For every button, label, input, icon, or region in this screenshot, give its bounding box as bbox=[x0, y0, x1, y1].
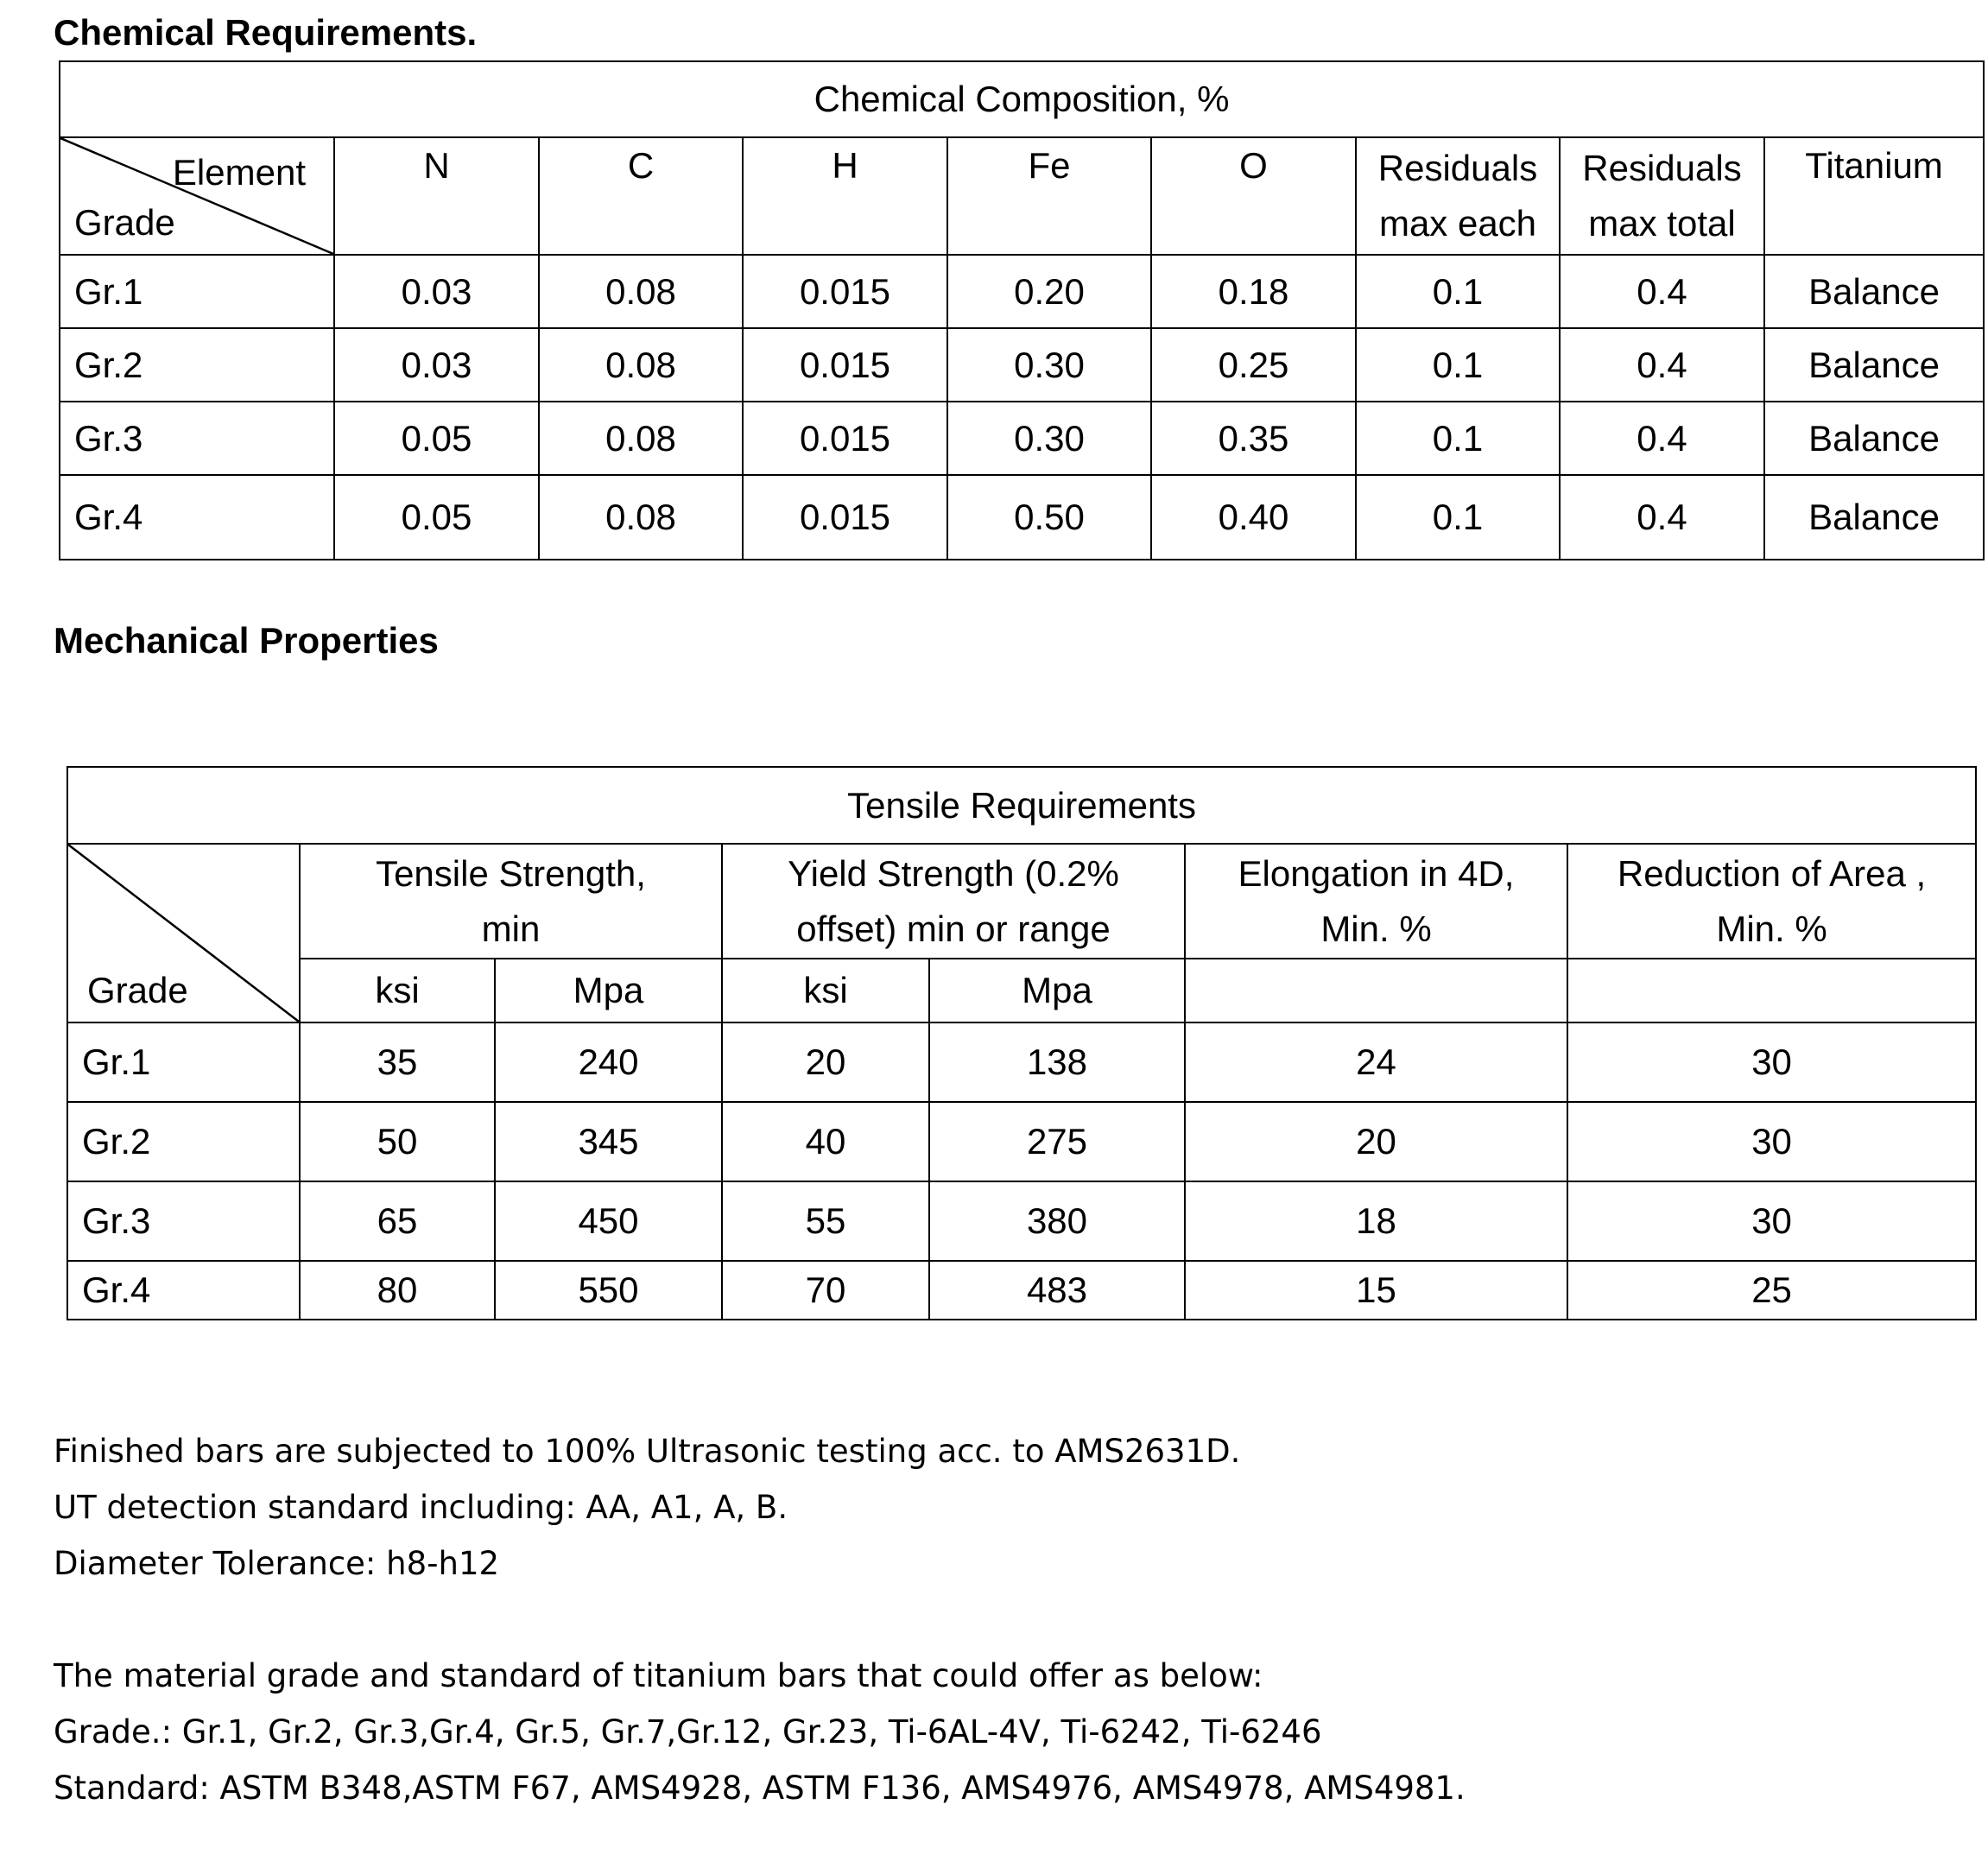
value-cell: 0.05 bbox=[334, 402, 539, 475]
value-cell: 0.015 bbox=[743, 328, 947, 402]
ultrasonic-testing-note: Finished bars are subjected to 100% Ultrasonic testing acc. to AMS2631D. bbox=[54, 1433, 1241, 1470]
column-header-c: C bbox=[539, 137, 743, 255]
value-cell: 138 bbox=[929, 1022, 1185, 1102]
grade-cell: Gr.3 bbox=[67, 1181, 300, 1261]
value-cell: 0.30 bbox=[947, 402, 1151, 475]
ut-standard-note: UT detection standard including: AA, A1, A, B. bbox=[54, 1489, 788, 1526]
grade-list-note: Grade.: Gr.1, Gr.2, Gr.3,Gr.4, Gr.5, Gr.7,Gr.12, Gr.23, Ti-6AL-4V, Ti-6242, Ti-6246 bbox=[54, 1713, 1322, 1751]
value-cell: 0.50 bbox=[947, 475, 1151, 560]
value-cell: 20 bbox=[722, 1022, 929, 1102]
value-cell: 65 bbox=[300, 1181, 495, 1261]
value-cell: 240 bbox=[495, 1022, 722, 1102]
value-cell: 30 bbox=[1567, 1022, 1976, 1102]
value-cell: Balance bbox=[1764, 255, 1984, 328]
yield-strength-header: Yield Strength (0.2% offset) min or range bbox=[722, 844, 1185, 959]
column-header-h: H bbox=[743, 137, 947, 255]
value-cell: 0.4 bbox=[1560, 255, 1764, 328]
column-header-residuals-total: Residuals max total bbox=[1560, 137, 1764, 255]
value-cell: 0.08 bbox=[539, 475, 743, 560]
value-cell: 80 bbox=[300, 1261, 495, 1320]
grade-cell: Gr.2 bbox=[60, 328, 334, 402]
table-row bbox=[60, 328, 1984, 402]
value-cell: 25 bbox=[1567, 1261, 1976, 1320]
value-cell: Balance bbox=[1764, 402, 1984, 475]
table-row bbox=[67, 1261, 1976, 1320]
value-cell: 0.1 bbox=[1356, 402, 1560, 475]
value-cell: 0.015 bbox=[743, 475, 947, 560]
value-cell: 18 bbox=[1185, 1181, 1567, 1261]
value-cell: 40 bbox=[722, 1102, 929, 1181]
chemical-composition-table bbox=[59, 60, 1985, 560]
unit-header-ksi: ksi bbox=[722, 959, 929, 1022]
element-grade-corner-cell bbox=[60, 137, 334, 255]
grade-label: Grade bbox=[74, 202, 175, 243]
value-cell: 0.35 bbox=[1151, 402, 1356, 475]
tensile-requirements-table bbox=[66, 766, 1977, 1320]
value-cell: 0.1 bbox=[1356, 328, 1560, 402]
value-cell: 24 bbox=[1185, 1022, 1567, 1102]
value-cell: 0.08 bbox=[539, 328, 743, 402]
grade-cell: Gr.1 bbox=[67, 1022, 300, 1102]
table-row bbox=[67, 1102, 1976, 1181]
value-cell: 0.03 bbox=[334, 255, 539, 328]
table-row bbox=[60, 255, 1984, 328]
value-cell: 380 bbox=[929, 1181, 1185, 1261]
column-header-o: O bbox=[1151, 137, 1356, 255]
value-cell: 0.30 bbox=[947, 328, 1151, 402]
table-row bbox=[67, 1022, 1976, 1102]
chemical-table-title: Chemical Composition, % bbox=[60, 61, 1984, 137]
tensile-strength-header: Tensile Strength, min bbox=[300, 844, 722, 959]
table-row bbox=[67, 1181, 1976, 1261]
value-cell: 0.20 bbox=[947, 255, 1151, 328]
column-header-n: N bbox=[334, 137, 539, 255]
offer-intro-note: The material grade and standard of titanium bars that could offer as below: bbox=[54, 1657, 1263, 1694]
chemical-requirements-heading: Chemical Requirements. bbox=[54, 12, 478, 53]
empty-unit-cell bbox=[1185, 959, 1567, 1022]
offer-notes bbox=[54, 1648, 1466, 1816]
value-cell: 450 bbox=[495, 1181, 722, 1261]
value-cell: 70 bbox=[722, 1261, 929, 1320]
value-cell: 55 bbox=[722, 1181, 929, 1261]
grade-corner-cell bbox=[67, 844, 300, 1022]
value-cell: 0.015 bbox=[743, 402, 947, 475]
value-cell: 275 bbox=[929, 1102, 1185, 1181]
grade-cell: Gr.4 bbox=[67, 1261, 300, 1320]
value-cell: 0.08 bbox=[539, 402, 743, 475]
column-header-residuals-each: Residuals max each bbox=[1356, 137, 1560, 255]
value-cell: 483 bbox=[929, 1261, 1185, 1320]
value-cell: 0.4 bbox=[1560, 402, 1764, 475]
grade-cell: Gr.1 bbox=[60, 255, 334, 328]
value-cell: 35 bbox=[300, 1022, 495, 1102]
diameter-tolerance-note: Diameter Tolerance: h8-h12 bbox=[54, 1545, 500, 1582]
table-row bbox=[60, 402, 1984, 475]
tensile-table-title: Tensile Requirements bbox=[67, 767, 1976, 844]
value-cell: 30 bbox=[1567, 1181, 1976, 1261]
value-cell: 0.08 bbox=[539, 255, 743, 328]
testing-notes bbox=[54, 1423, 1240, 1592]
value-cell: 20 bbox=[1185, 1102, 1567, 1181]
value-cell: 0.015 bbox=[743, 255, 947, 328]
value-cell: Balance bbox=[1764, 328, 1984, 402]
unit-header-mpa: Mpa bbox=[495, 959, 722, 1022]
column-header-fe: Fe bbox=[947, 137, 1151, 255]
value-cell: 30 bbox=[1567, 1102, 1976, 1181]
grade-cell: Gr.4 bbox=[60, 475, 334, 560]
value-cell: 0.4 bbox=[1560, 475, 1764, 560]
value-cell: 0.1 bbox=[1356, 255, 1560, 328]
column-header-titanium: Titanium bbox=[1764, 137, 1984, 255]
value-cell: 0.4 bbox=[1560, 328, 1764, 402]
value-cell: 50 bbox=[300, 1102, 495, 1181]
value-cell: 0.05 bbox=[334, 475, 539, 560]
grade-cell: Gr.2 bbox=[67, 1102, 300, 1181]
mechanical-properties-heading: Mechanical Properties bbox=[54, 620, 439, 661]
value-cell: 0.03 bbox=[334, 328, 539, 402]
value-cell: Balance bbox=[1764, 475, 1984, 560]
value-cell: 0.40 bbox=[1151, 475, 1356, 560]
value-cell: 0.18 bbox=[1151, 255, 1356, 328]
value-cell: 345 bbox=[495, 1102, 722, 1181]
unit-header-mpa: Mpa bbox=[929, 959, 1185, 1022]
reduction-of-area-header: Reduction of Area , Min. % bbox=[1567, 844, 1976, 959]
value-cell: 0.25 bbox=[1151, 328, 1356, 402]
grade-label: Grade bbox=[87, 970, 188, 1010]
empty-unit-cell bbox=[1567, 959, 1976, 1022]
table-row bbox=[60, 475, 1984, 560]
value-cell: 0.1 bbox=[1356, 475, 1560, 560]
value-cell: 550 bbox=[495, 1261, 722, 1320]
unit-header-ksi: ksi bbox=[300, 959, 495, 1022]
element-label: Element bbox=[172, 152, 306, 193]
standard-list-note: Standard: ASTM B348,ASTM F67, AMS4928, ASTM F136, AMS4976, AMS4978, AMS4981. bbox=[54, 1770, 1466, 1807]
value-cell: 15 bbox=[1185, 1261, 1567, 1320]
elongation-header: Elongation in 4D, Min. % bbox=[1185, 844, 1567, 959]
grade-cell: Gr.3 bbox=[60, 402, 334, 475]
